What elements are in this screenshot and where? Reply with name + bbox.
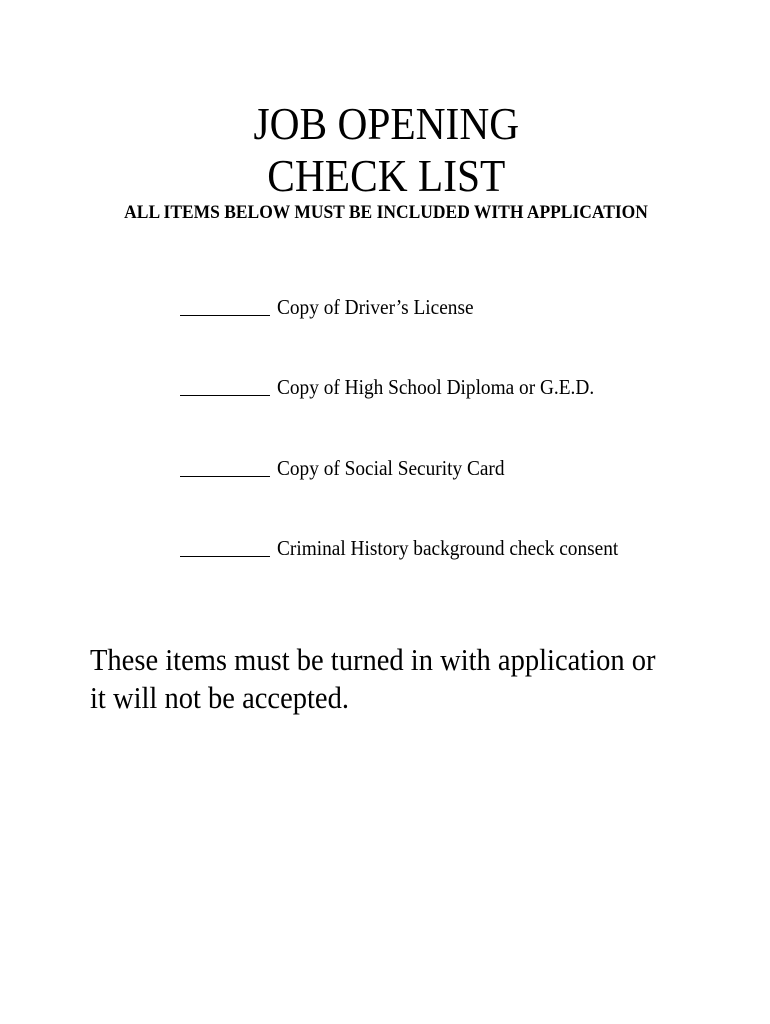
page-subtitle: ALL ITEMS BELOW MUST BE INCLUDED WITH APPLICATION bbox=[124, 202, 648, 223]
checklist-item-background-check bbox=[180, 534, 648, 562]
checklist-item-social-security bbox=[180, 454, 524, 482]
checklist-item-drivers-license bbox=[180, 293, 491, 321]
checklist-item-label: Copy of Social Security Card bbox=[277, 456, 505, 480]
acceptance-notice bbox=[90, 641, 679, 717]
checklist-item-label: Copy of High School Diploma or G.E.D. bbox=[277, 375, 595, 399]
acceptance-notice-line-2: it will not be accepted. bbox=[90, 680, 349, 715]
checklist-item-diploma bbox=[180, 373, 622, 401]
page-title-line-1: JOB OPENING bbox=[253, 98, 520, 149]
checklist-item-label: Copy of Driver’s License bbox=[277, 295, 474, 319]
acceptance-notice-line-1: These items must be turned in with application or bbox=[90, 642, 656, 677]
checklist-blank-line[interactable] bbox=[180, 556, 270, 557]
checklist-blank-line[interactable] bbox=[180, 476, 270, 477]
checklist-blank-line[interactable] bbox=[180, 395, 270, 396]
checklist-blank-line[interactable] bbox=[180, 315, 270, 316]
page-title-line-2: CHECK LIST bbox=[267, 150, 506, 201]
checklist-item-label: Criminal History background check consent bbox=[277, 536, 619, 560]
